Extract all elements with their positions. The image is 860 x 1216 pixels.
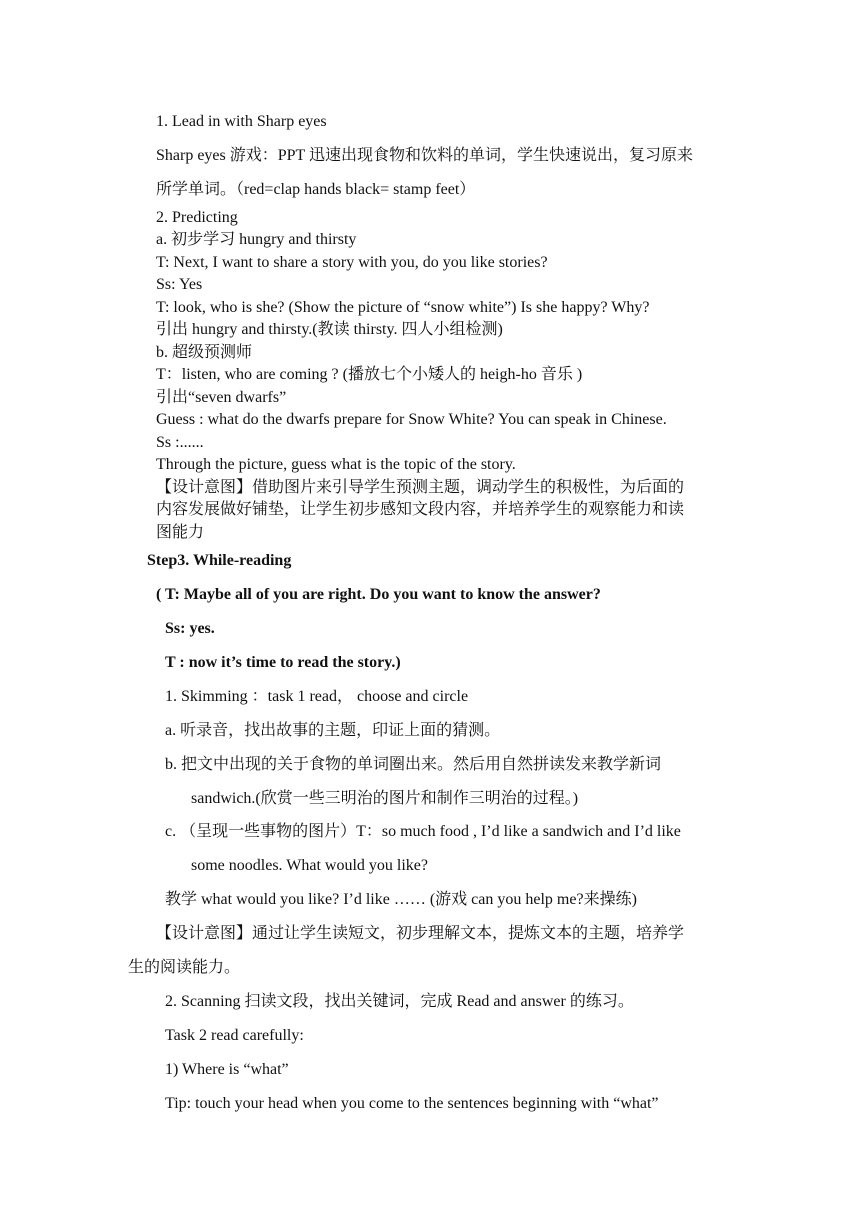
step-skimming: 1. Skimming ：task 1 read， choose and circle (165, 688, 469, 705)
dialogue-line: ( T: Maybe all of you are right. Do you want to know the answer? (156, 586, 601, 603)
dialogue-line: Ss: yes. (165, 620, 215, 637)
design-intent-line: 【设计意图】通过让学生读短文，初步理解文本，提炼文本的主题，培养学 (156, 925, 685, 942)
paragraph-line: Tip: touch your head when you come to the sentences beginning with “what” (165, 1095, 659, 1112)
list-item: c. （呈现一些事物的图片）T：so much food , I’d like a sandwich and I’d like (165, 823, 681, 840)
dialogue-line: T : now it’s time to read the story.) (165, 654, 401, 671)
paragraph-line: 1) Where is “what” (165, 1061, 289, 1078)
paragraph-line: Ss :...... (156, 434, 204, 451)
paragraph-line: 所学单词。（red=clap hands black= stamp feet） (156, 181, 476, 198)
design-intent-line: 图能力 (156, 524, 205, 541)
list-item: a. 听录音，找出故事的主题，印证上面的猜测。 (165, 722, 501, 739)
paragraph-line: 教学 what would you like? I’d like …… (游戏 can you help me?来操练) (165, 891, 637, 908)
step-heading: Step3. While-reading (147, 552, 292, 569)
step-scanning: 2. Scanning 扫读文段，找出关键词，完成 Read and answer 的练习。 (165, 993, 634, 1010)
design-intent-line: 生的阅读能力。 (128, 959, 241, 976)
paragraph-line: Through the picture, guess what is the topic of the story. (156, 456, 516, 473)
paragraph-line: Guess : what do the dwarfs prepare for Snow White? You can speak in Chinese. (156, 411, 667, 428)
step-predicting: 2. Predicting (156, 209, 238, 226)
paragraph-line: b. 超级预测师 (156, 344, 253, 361)
paragraph-line: T：listen, who are coming ? (播放七个小矮人的 heigh-ho 音乐 ) (156, 366, 583, 383)
paragraph-line: 引出 hungry and thirsty.(教读 thirsty. 四人小组检测) (156, 321, 503, 338)
list-item: b. 把文中出现的关于食物的单词圈出来。然后用自然拼读发来教学新词 (165, 756, 662, 773)
paragraph-line: T: look, who is she? (Show the picture of “snow white”) Is she happy? Why? (156, 299, 650, 316)
paragraph-line: Task 2 read carefully: (165, 1027, 304, 1044)
design-intent-line: 内容发展做好铺垫，让学生初步感知文段内容，并培养学生的观察能力和读 (156, 501, 685, 518)
paragraph-line: Sharp eyes 游戏：PPT 迅速出现食物和饮料的单词，学生快速说出，复习原来 (156, 147, 694, 164)
paragraph-line: a. 初步学习 hungry and thirsty (156, 231, 357, 248)
list-item-continuation: some noodles. What would you like? (191, 857, 428, 874)
design-intent-line: 【设计意图】借助图片来引导学生预测主题，调动学生的积极性，为后面的 (156, 479, 685, 496)
list-item-continuation: sandwich.(欣赏一些三明治的图片和制作三明治的过程。) (191, 790, 579, 807)
paragraph-line: 引出“seven dwarfs” (156, 389, 287, 406)
paragraph-line: T: Next, I want to share a story with you, do you like stories? (156, 254, 548, 271)
paragraph-line: Ss: Yes (156, 276, 203, 293)
step-lead-in: 1. Lead in with Sharp eyes (156, 113, 327, 130)
